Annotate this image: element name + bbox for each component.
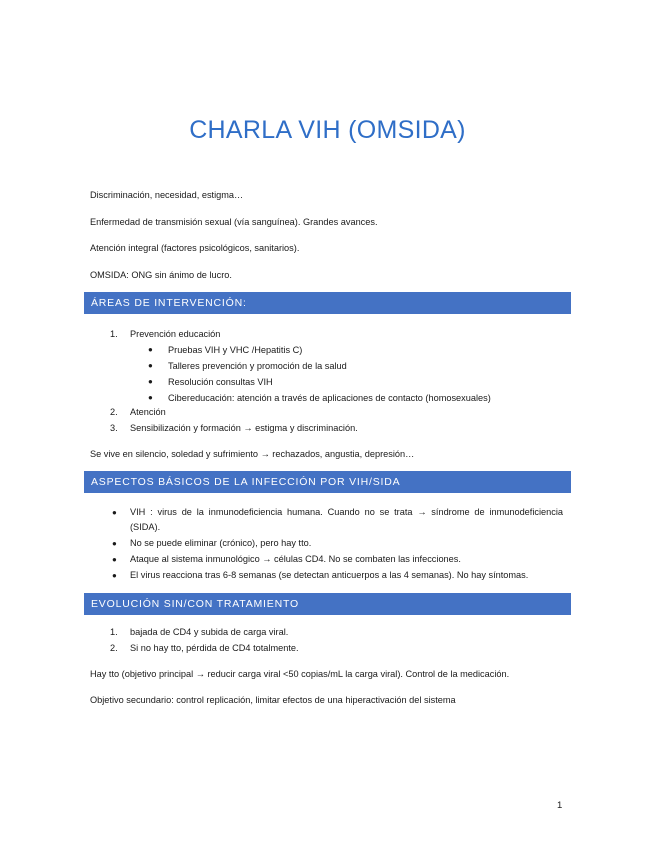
section-heading: EVOLUCIÓN SIN/CON TRATAMIENTO (91, 598, 299, 610)
bullet-icon: ● (112, 571, 117, 580)
list-number: 1. (110, 329, 118, 339)
bullet-icon: ● (112, 539, 117, 548)
section-heading: ÁREAS DE INTERVENCIÓN: (91, 297, 247, 309)
bullet-item: El virus reacciona tras 6-8 semanas (se detectan anticuerpos a las 4 semanas). No hay síntomas. (130, 570, 529, 580)
list-item: Atención (130, 407, 166, 417)
section-heading-bar (84, 593, 571, 615)
list-item: Prevención educación (130, 329, 221, 339)
section-heading-bar (84, 292, 571, 314)
page-title: CHARLA VIH (OMSIDA) (189, 116, 466, 144)
bullet-item: No se puede eliminar (crónico), pero hay tto. (130, 538, 312, 548)
intro-line: Enfermedad de transmisión sexual (vía sanguínea). Grandes avances. (90, 217, 378, 227)
sub-list-item: Pruebas VIH y VHC /Hepatitis C) (168, 345, 303, 355)
intro-line: Atención integral (factores psicológicos, sanitarios). (90, 243, 300, 253)
intro-line: OMSIDA: ONG sin ánimo de lucro. (90, 270, 232, 280)
list-number: 3. (110, 423, 118, 433)
list-number: 1. (110, 627, 118, 637)
paragraph: Objetivo secundario: control replicación, limitar efectos de una hiperactivación del sistema (90, 695, 456, 705)
paragraph: Hay tto (objetivo principal → reducir carga viral <50 copias/mL la carga viral). Control de la medicación. (90, 669, 510, 679)
bullet-icon: ● (148, 393, 153, 402)
list-item: bajada de CD4 y subida de carga viral. (130, 627, 289, 637)
sub-list-item: Cibereducación: atención a través de aplicaciones de contacto (homosexuales) (168, 393, 491, 403)
section-heading-bar (84, 471, 571, 493)
bullet-icon: ● (148, 345, 153, 354)
bullet-item: Ataque al sistema inmunológico → células CD4. No se combaten las infecciones. (130, 554, 461, 564)
list-item: Si no hay tto, pérdida de CD4 totalmente. (130, 643, 299, 653)
page-number: 1 (557, 800, 563, 811)
paragraph: Se vive en silencio, soledad y sufrimiento → rechazados, angustia, depresión… (90, 449, 415, 459)
intro-line: Discriminación, necesidad, estigma… (90, 190, 244, 200)
list-number: 2. (110, 407, 118, 417)
list-number: 2. (110, 643, 118, 653)
bullet-icon: ● (112, 508, 117, 517)
bullet-icon: ● (112, 555, 117, 564)
bullet-icon: ● (148, 361, 153, 370)
bullet-icon: ● (148, 377, 153, 386)
bullet-item: VIH : virus de la inmunodeficiencia humana. Cuando no se trata → síndrome de inmunodeficiencia (SIDA). (130, 507, 563, 532)
sub-list-item: Talleres prevención y promoción de la salud (168, 361, 347, 371)
sub-list-item: Resolución consultas VIH (168, 377, 273, 387)
list-item: Sensibilización y formación → estigma y discriminación. (130, 423, 358, 433)
section-heading: ASPECTOS BÁSICOS DE LA INFECCIÓN POR VIH/SIDA (91, 476, 401, 488)
